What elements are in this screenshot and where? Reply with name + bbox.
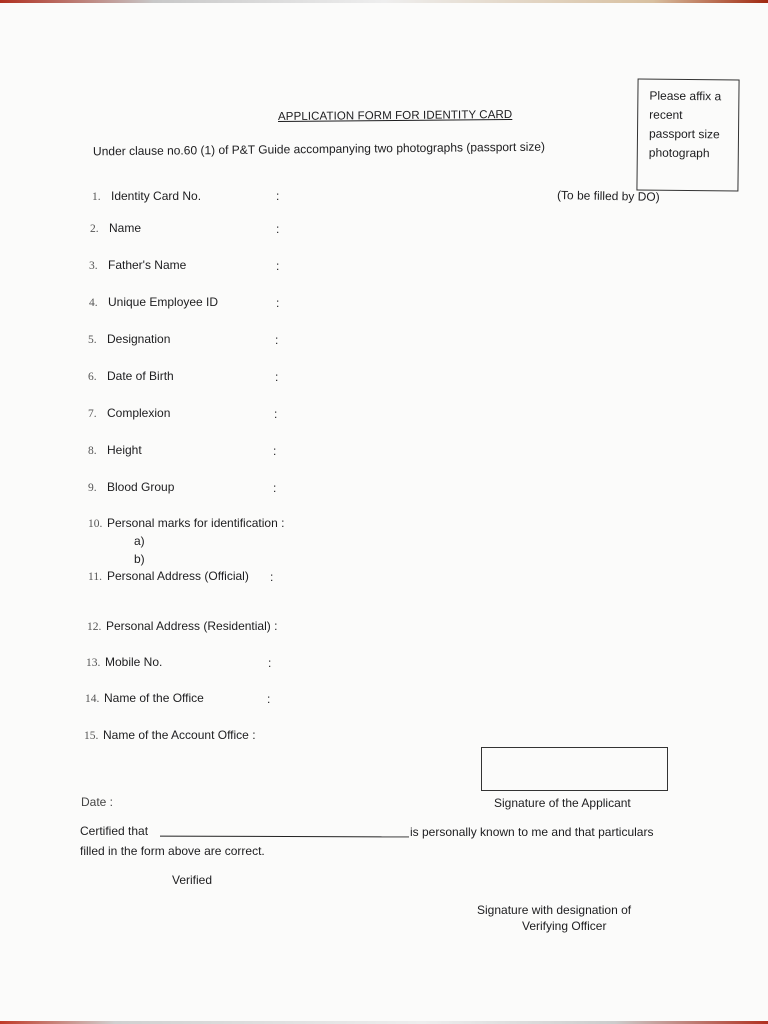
field-number: 8. — [88, 445, 97, 457]
field-number: 6. — [88, 371, 97, 383]
field-account-office — [84, 728, 256, 742]
marks-sub-a: a) — [134, 534, 145, 548]
field-colon: : — [273, 444, 277, 458]
field-number: 13. — [86, 657, 101, 669]
verified-label: Verified — [172, 873, 213, 887]
field-colon: : — [270, 570, 274, 584]
photo-box-line: recent — [649, 107, 683, 122]
certified-line-2: filled in the form above are correct. — [80, 844, 265, 858]
page-edge-top — [0, 0, 768, 3]
field-name-of-office — [85, 691, 204, 705]
field-number: 4. — [89, 297, 98, 309]
field-complexion — [88, 406, 170, 420]
field-unique-employee-id — [89, 295, 218, 309]
photo-box-line: Please affix a — [649, 88, 722, 104]
field-number: 15. — [84, 730, 99, 742]
photo-box-line: photograph — [648, 145, 710, 161]
photo-box-line: passport size — [648, 126, 720, 142]
field-number: 10. — [88, 518, 103, 530]
field-label: Father's Name — [108, 258, 187, 272]
field-label: Blood Group — [107, 480, 175, 494]
field-address-official — [88, 569, 249, 583]
field-label: Identity Card No. — [111, 189, 202, 203]
field-number: 11. — [88, 571, 102, 583]
field-colon: : — [268, 656, 272, 670]
field-address-residential — [87, 619, 277, 633]
field-number: 5. — [88, 334, 97, 346]
applicant-signature-box — [481, 747, 668, 791]
field-colon: : — [276, 259, 280, 273]
field-label: Complexion — [107, 406, 171, 420]
field-personal-marks — [88, 516, 284, 530]
field-colon: : — [276, 189, 280, 203]
field-number: 3. — [89, 260, 98, 272]
applicant-signature-label: Signature of the Applicant — [494, 796, 631, 810]
field-designation — [88, 332, 170, 346]
field-number: 7. — [88, 408, 97, 420]
field-label: Name — [109, 221, 142, 235]
field-colon: : — [267, 692, 271, 706]
field-label: Personal Address (Residential) : — [106, 619, 278, 633]
field-number: 2. — [90, 223, 99, 235]
certified-suffix: is personally known to me and that particulars — [410, 825, 654, 839]
photo-placeholder-box — [636, 78, 739, 191]
field-number: 9. — [88, 482, 97, 494]
field-label: Unique Employee ID — [108, 295, 219, 309]
filled-by-note: (To be filled by DO) — [556, 188, 660, 204]
verifying-signature-line-1: Signature with designation of — [477, 903, 632, 917]
field-height — [88, 443, 142, 457]
field-colon: : — [273, 481, 277, 495]
field-name — [90, 221, 141, 235]
field-colon: : — [275, 370, 279, 384]
certified-name-blank-line — [160, 836, 409, 838]
verifying-signature-line-2: Verifying Officer — [522, 919, 607, 933]
field-date-of-birth — [88, 369, 174, 383]
field-label: Name of the Account Office : — [103, 728, 256, 742]
field-label: Mobile No. — [105, 655, 163, 669]
certified-prefix: Certified that — [80, 824, 149, 838]
form-subtitle: Under clause no.60 (1) of P&T Guide accompanying two photographs (passport size) — [92, 139, 546, 159]
field-label: Personal marks for identification : — [107, 516, 285, 530]
field-label: Height — [107, 443, 142, 457]
field-colon: : — [274, 407, 278, 421]
field-label: Designation — [107, 332, 171, 346]
marks-sub-b: b) — [134, 552, 145, 566]
field-colon: : — [276, 296, 280, 310]
field-number: 12. — [87, 621, 102, 633]
field-blood-group — [88, 480, 174, 494]
field-fathers-name — [89, 258, 186, 272]
field-number: 14. — [85, 693, 100, 705]
field-label: Personal Address (Official) — [107, 569, 249, 583]
date-label: Date : — [81, 795, 114, 809]
field-label: Name of the Office — [104, 691, 204, 705]
field-colon: : — [276, 222, 280, 236]
field-colon: : — [275, 333, 279, 347]
field-number: 1. — [92, 191, 101, 203]
field-mobile-no — [86, 655, 162, 669]
field-label: Date of Birth — [107, 369, 174, 383]
form-title: APPLICATION FORM FOR IDENTITY CARD — [277, 108, 513, 124]
field-identity-card-no — [92, 189, 201, 203]
